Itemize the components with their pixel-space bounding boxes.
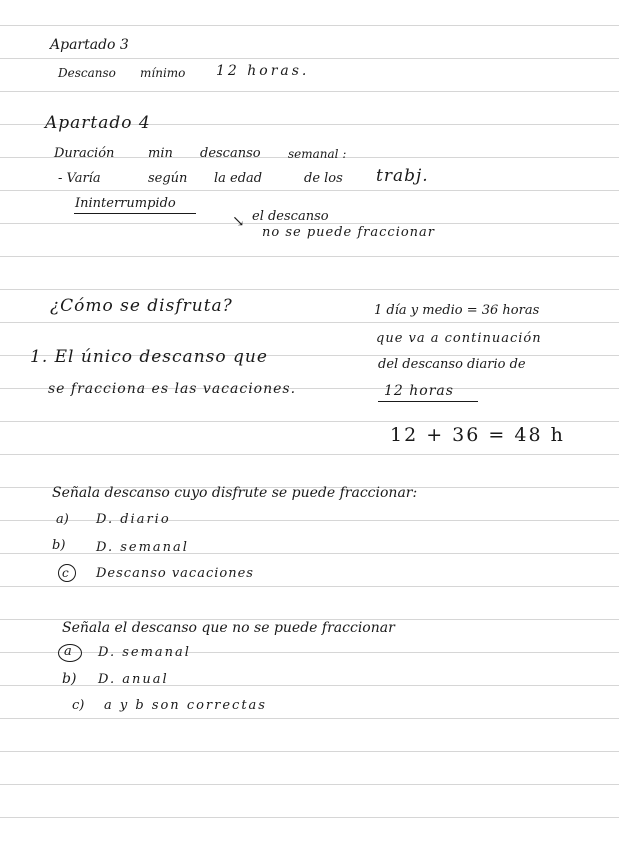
apartado3-text: mínimo bbox=[140, 66, 186, 80]
ruled-line bbox=[0, 520, 619, 521]
apartado4-text: min bbox=[148, 146, 173, 161]
ruled-line bbox=[0, 685, 619, 686]
apartado3-text: 12 horas. bbox=[216, 63, 310, 79]
apartado4-text: la edad bbox=[214, 171, 263, 186]
apartado4-title: Apartado 4 bbox=[45, 113, 151, 133]
q2-option-mark: c) bbox=[72, 698, 85, 713]
q1-option-mark: a) bbox=[56, 512, 69, 527]
apartado4-text: trabj. bbox=[376, 166, 429, 186]
q2-option-mark: a bbox=[64, 644, 72, 659]
ruled-line bbox=[0, 289, 619, 290]
disfrute-question: ¿Cómo se disfruta? bbox=[50, 296, 233, 316]
arrow-icon: ↘ bbox=[232, 212, 245, 230]
ruled-line bbox=[0, 652, 619, 653]
q2-option-mark: b) bbox=[62, 671, 77, 687]
ruled-line bbox=[0, 91, 619, 92]
disfrute-text: se fracciona es las vacaciones. bbox=[48, 381, 297, 397]
ruled-line bbox=[0, 421, 619, 422]
ruled-line bbox=[0, 322, 619, 323]
ruled-line bbox=[0, 784, 619, 785]
ruled-line bbox=[0, 190, 619, 191]
ruled-line bbox=[0, 25, 619, 26]
ruled-line bbox=[0, 454, 619, 455]
apartado4-text: descanso bbox=[200, 146, 261, 161]
apartado4-text: semanal : bbox=[288, 147, 347, 161]
term-underline bbox=[74, 213, 196, 214]
ruled-line bbox=[0, 751, 619, 752]
disfrute-right: 1 día y medio = 36 horas bbox=[374, 303, 540, 318]
apartado3-text: Descanso bbox=[58, 66, 116, 80]
disfrute-right: del descanso diario de bbox=[378, 357, 526, 372]
ruled-line bbox=[0, 256, 619, 257]
ruled-line bbox=[0, 718, 619, 719]
apartado4-text: según bbox=[148, 171, 188, 186]
q2-option: D. anual bbox=[98, 672, 169, 687]
hours-underline bbox=[378, 401, 478, 402]
ruled-line bbox=[0, 586, 619, 587]
q1-prompt: Señala descanso cuyo disfrute se puede fraccionar: bbox=[52, 485, 418, 501]
q1-option-mark: b) bbox=[52, 538, 66, 553]
q1-option: D. diario bbox=[96, 512, 171, 527]
disfrute-right: 12 horas bbox=[384, 383, 454, 399]
apartado4-term: Ininterrumpido bbox=[75, 196, 176, 211]
q2-prompt: Señala el descanso que no se puede fraccionar bbox=[62, 620, 395, 636]
q2-option: D. semanal bbox=[98, 645, 191, 660]
ruled-line bbox=[0, 553, 619, 554]
q2-option: a y b son correctas bbox=[104, 698, 267, 713]
apartado4-text: de los bbox=[304, 171, 343, 186]
apartado4-text: - Varía bbox=[58, 171, 101, 186]
apartado4-explain: el descanso bbox=[252, 209, 329, 224]
q1-option: D. semanal bbox=[96, 540, 189, 555]
q1-option-mark: c bbox=[62, 566, 69, 580]
q1-option: Descanso vacaciones bbox=[96, 566, 254, 581]
apartado4-text: Duración bbox=[54, 146, 115, 161]
apartado4-explain: no se puede fraccionar bbox=[262, 225, 436, 240]
disfrute-sum: 12 + 36 = 48 h bbox=[390, 424, 565, 446]
disfrute-right: que va a continuación bbox=[376, 331, 542, 346]
apartado3-title: Apartado 3 bbox=[50, 37, 129, 53]
ruled-line bbox=[0, 817, 619, 818]
disfrute-text: 1. El único descanso que bbox=[30, 347, 268, 367]
ruled-line bbox=[0, 58, 619, 59]
